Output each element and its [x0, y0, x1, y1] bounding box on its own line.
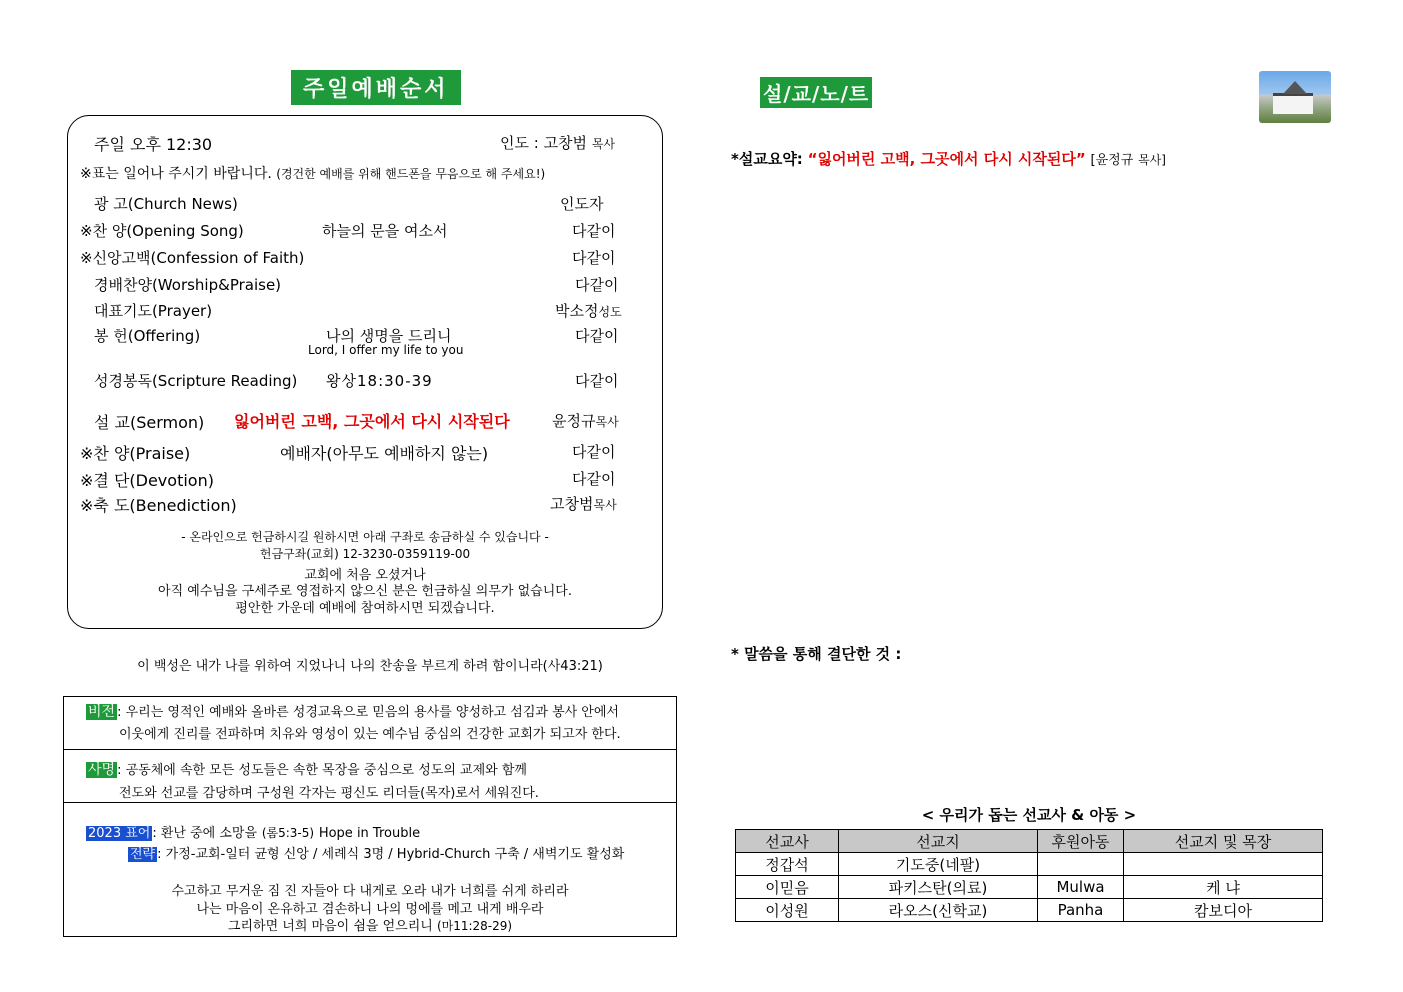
table-header: 선교지 및 목장: [1124, 830, 1323, 853]
table-cell: [1124, 853, 1323, 876]
order-detail-en: Lord, I offer my life to you: [308, 343, 464, 357]
vision-section: [63, 696, 677, 750]
bible-verse-line: 나는 마음이 온유하고 겸손하니 나의 멍에를 메고 내게 배우라: [196, 902, 544, 917]
vision-line: 비전 : 우리는 영적인 예배와 올바른 성경교육으로 믿음의 용사를 양성하고 섬김과 봉사 안에서: [88, 704, 619, 720]
table-header-row: [736, 830, 1323, 853]
table-row: [736, 876, 1323, 899]
order-person: 박소정성도: [555, 302, 622, 320]
order-name: 설 교(Sermon): [94, 413, 205, 432]
order-person: 고창범목사: [550, 495, 617, 513]
order-person: 윤정규목사: [552, 412, 619, 430]
order-name: 경배찬양(Worship&Praise): [94, 276, 282, 294]
order-person: 다같이: [572, 443, 616, 461]
decision-label: * 말씀을 통해 결단한 것 :: [731, 645, 902, 663]
sermon-note-title: 설/교/노/트: [760, 77, 872, 108]
table-cell: 이믿음: [736, 876, 839, 899]
table-cell: [1038, 853, 1124, 876]
welcome-line: 평안한 가운데 예배에 참여하시면 되겠습니다.: [235, 601, 495, 616]
order-person: 인도자: [560, 195, 604, 213]
table-header: 선교사: [736, 830, 839, 853]
welcome-line: 교회에 처음 오셨거나: [304, 568, 426, 583]
giving-account: 헌금구좌(교회) 12-3230-0359119-00: [259, 547, 471, 561]
mission-line: 사명 : 공동체에 속한 모든 성도들은 속한 목장을 중심으로 성도의 교제와 함께: [88, 762, 527, 778]
order-person: 다같이: [575, 372, 619, 390]
order-name: 봉 헌(Offering): [94, 327, 201, 345]
church-verse: 이 백성은 내가 나를 위하여 지었나니 나의 찬송을 부르게 하려 함이니라(사43:21): [137, 659, 603, 674]
year-motto: 2023 표어 : 환난 중에 소망을 (롬5:3-5) Hope in Trouble: [88, 826, 421, 841]
order-person: 다같이: [575, 327, 619, 345]
order-detail: 예배자(아무도 예배하지 않는): [280, 444, 489, 463]
table-cell: 캄보디아: [1124, 899, 1323, 922]
order-name: ※결 단(Devotion): [80, 471, 214, 490]
table-cell: Panha: [1038, 899, 1124, 922]
mission-section: [63, 749, 677, 803]
order-person: 다같이: [572, 249, 616, 267]
order-name: ※찬 양(Opening Song): [80, 222, 244, 240]
motto-section: [63, 802, 677, 937]
service-time: 주일 오후 12:30: [94, 135, 213, 154]
order-name: 광 고(Church News): [94, 195, 238, 213]
table-cell: 케 냐: [1124, 876, 1323, 899]
church-photo: [1259, 71, 1331, 123]
online-giving-note: - 온라인으로 헌금하시길 원하시면 아래 구좌로 송금하실 수 있습니다 -: [181, 530, 549, 544]
table-cell: 파키스탄(의료): [839, 876, 1038, 899]
table-cell: 정갑석: [736, 853, 839, 876]
table-row: [736, 853, 1323, 876]
order-person: 다같이: [572, 470, 616, 488]
table-header: 후원아동: [1038, 830, 1124, 853]
order-detail: 하늘의 문을 여소서: [322, 222, 448, 240]
worship-order-title: 주일예배순서: [291, 70, 461, 105]
bible-verse-line: 그리하면 너희 마음이 쉼을 얻으리니 (마11:28-29): [227, 919, 513, 934]
service-leader: 인도 : 고창범 목사: [500, 134, 616, 152]
stand-notice: ※표는 일어나 주시기 바랍니다. (경건한 예배를 위해 핸드폰을 무음으로 해 주세요!): [80, 166, 546, 182]
scripture-reference: 왕상18:30-39: [326, 372, 433, 390]
missionary-table: [735, 829, 1323, 922]
sermon-summary: *설교요약: “잃어버린 고백, 그곳에서 다시 시작된다” [윤정규 목사]: [731, 150, 1166, 168]
order-person: 다같이: [572, 222, 616, 240]
order-name: 대표기도(Prayer): [94, 302, 213, 320]
order-name: ※신앙고백(Confession of Faith): [80, 249, 305, 267]
missionary-title: < 우리가 돕는 선교사 & 아동 >: [921, 806, 1137, 824]
order-detail: 나의 생명을 드리니: [326, 327, 452, 345]
strategy-line: 전략 : 가정-교회-일터 균형 신앙 / 세례식 3명 / Hybrid-Church 구축 / 새벽기도 활성화: [130, 847, 625, 862]
order-name: ※축 도(Benediction): [80, 496, 237, 515]
table-cell: 기도중(네팔): [839, 853, 1038, 876]
bible-verse-line: 수고하고 무거운 짐 진 자들아 다 내게로 오라 내가 너희를 쉬게 하리라: [171, 884, 569, 899]
order-name: ※찬 양(Praise): [80, 444, 191, 463]
table-cell: 라오스(신학교): [839, 899, 1038, 922]
vision-line: 이웃에게 진리를 전파하며 치유와 영성이 있는 예수님 중심의 건강한 교회가 되고자 한다.: [119, 727, 621, 742]
welcome-line: 아직 예수님을 구세주로 영접하지 않으신 분은 헌금하실 의무가 없습니다.: [158, 584, 572, 599]
table-header: 선교지: [839, 830, 1038, 853]
sermon-title: 잃어버린 고백, 그곳에서 다시 시작된다: [234, 412, 510, 431]
mission-line: 전도와 선교를 감당하며 구성원 각자는 평신도 리더들(목자)로서 세워진다.: [119, 786, 539, 801]
order-person: 다같이: [575, 276, 619, 294]
table-cell: Mulwa: [1038, 876, 1124, 899]
order-name: 성경봉독(Scripture Reading): [94, 372, 298, 390]
table-row: [736, 899, 1323, 922]
table-cell: 이성원: [736, 899, 839, 922]
